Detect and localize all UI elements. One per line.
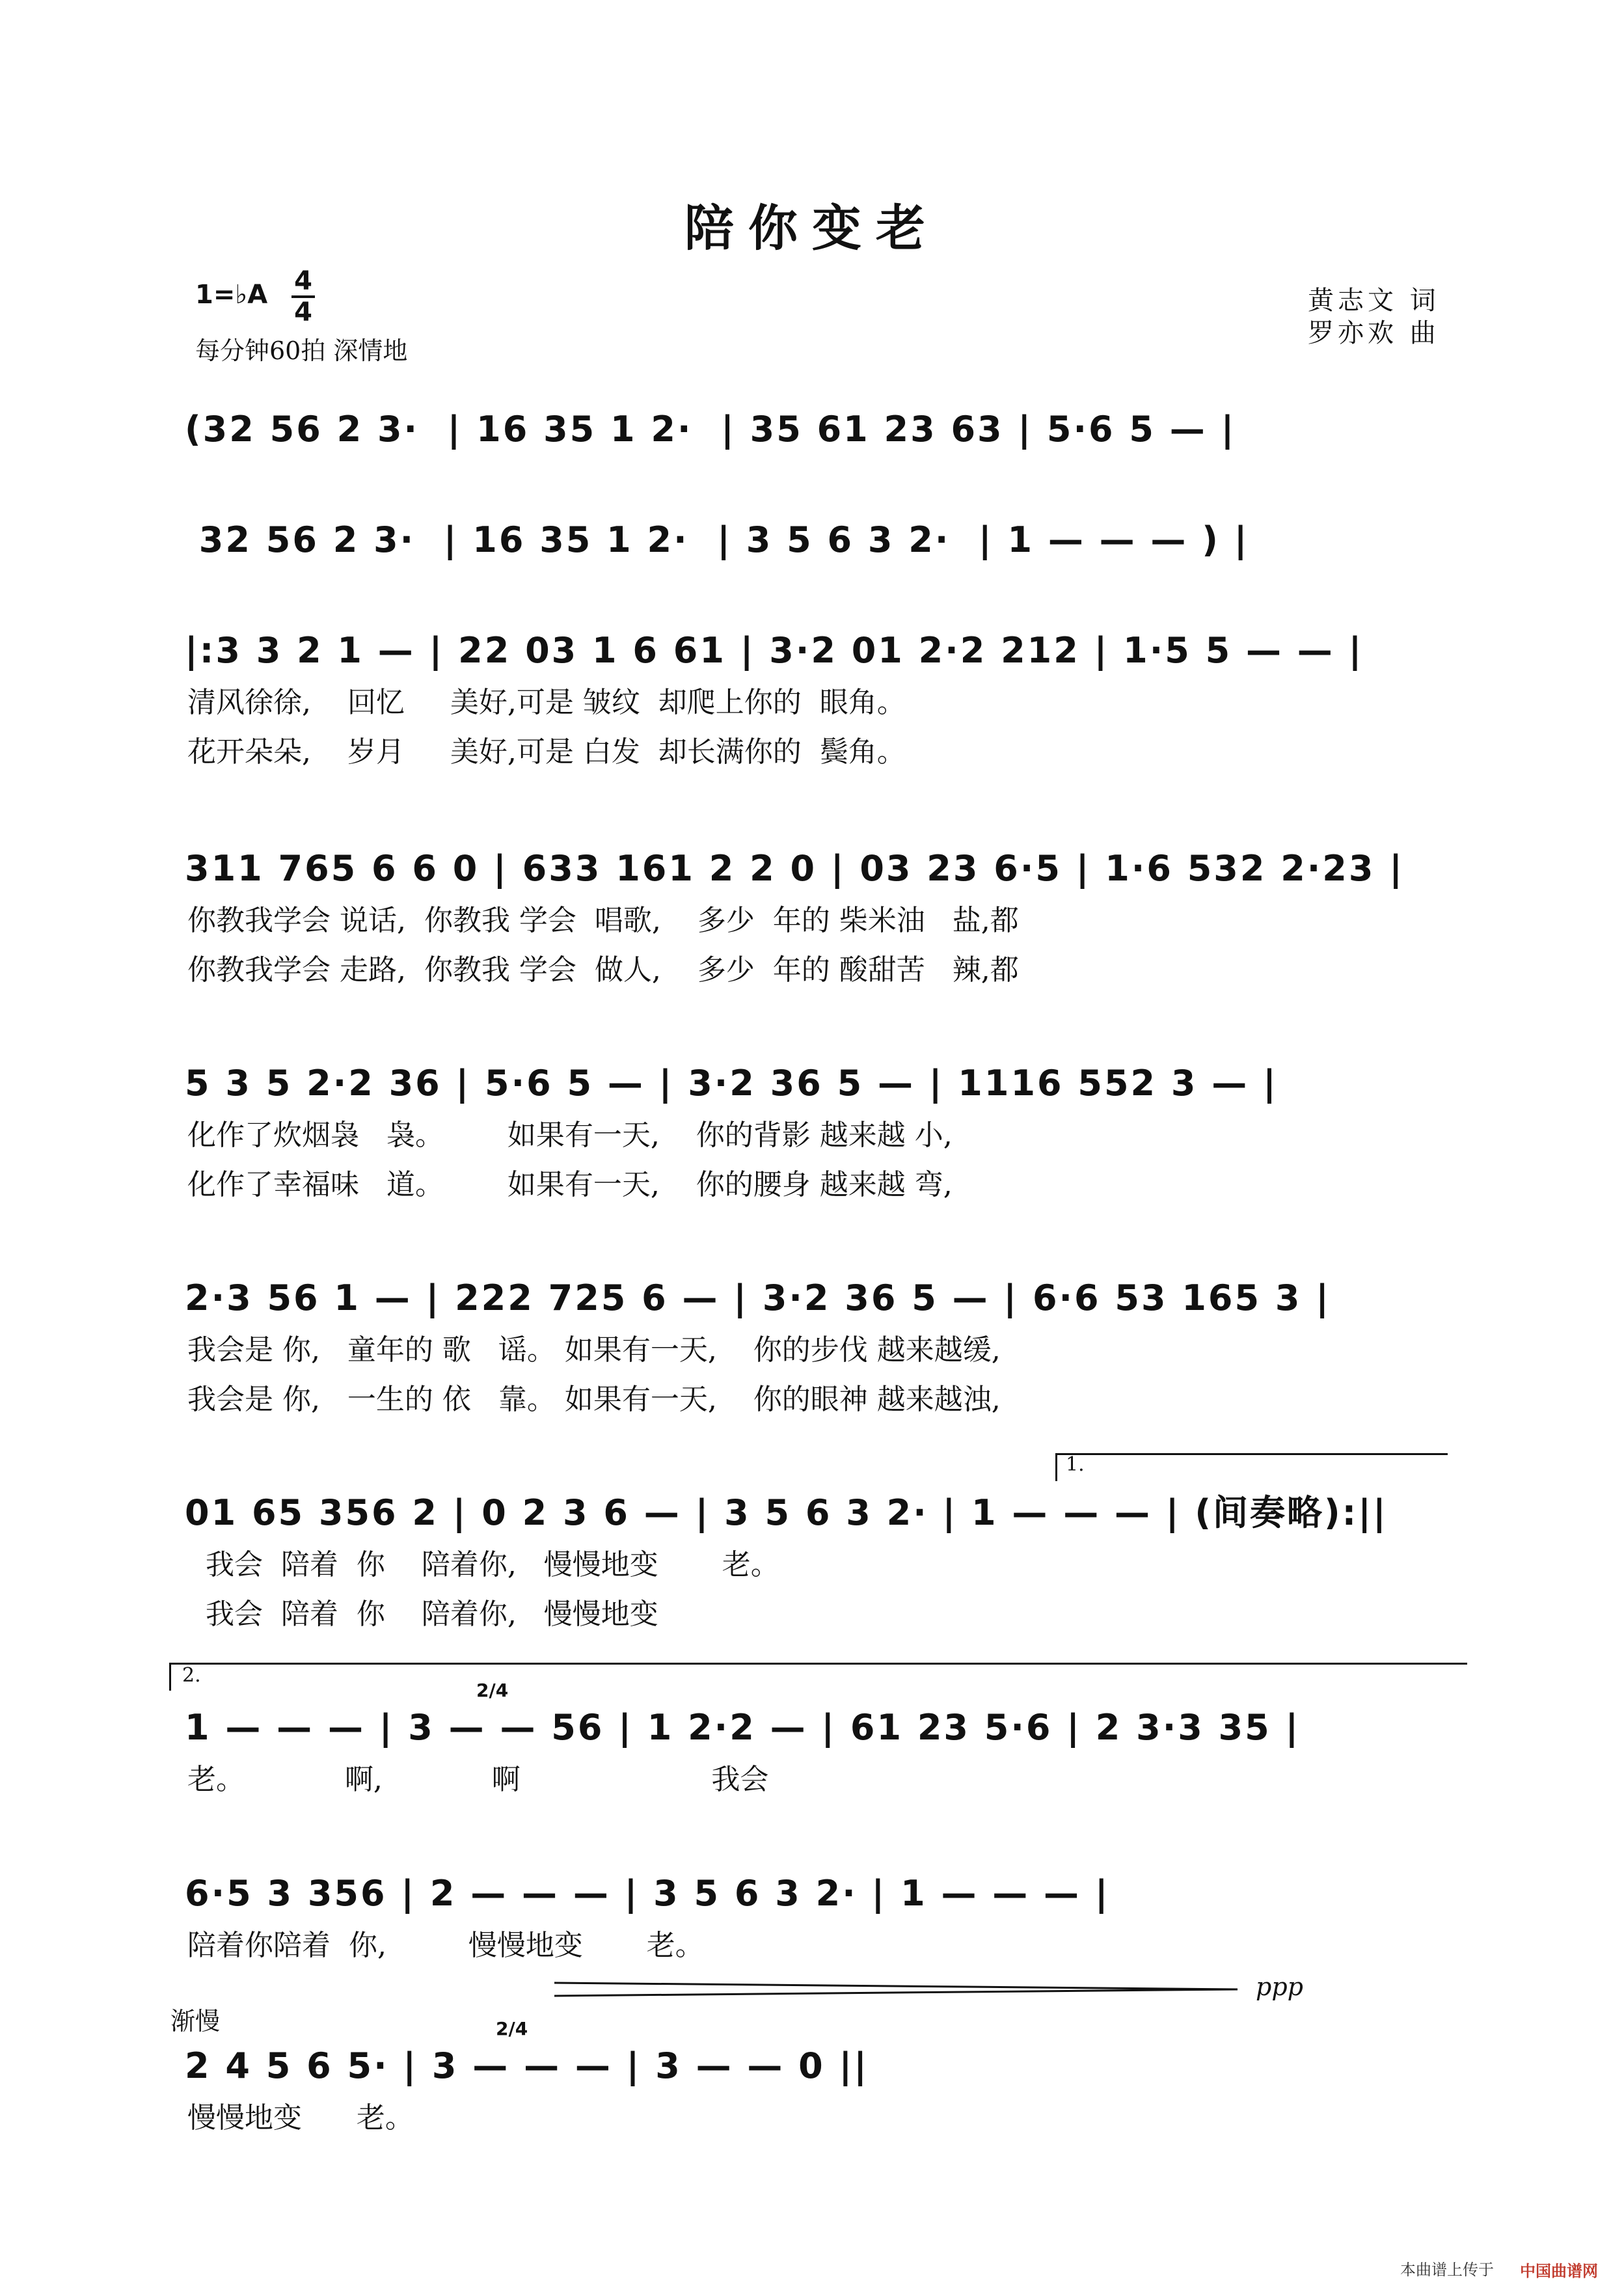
notes-line: 1 — — — | 3 — — 56 | 1 2·2 — | 61 23 5·6 | 2 3·3 35 | [185,1707,1301,1748]
score-row-8 [170,1664,1465,1819]
score-row-1 [170,403,1465,521]
ritardando-mark: 渐慢 [170,2007,221,2036]
dynamic-mark: ppp [1256,1972,1303,2001]
time-bottom: 4 [291,295,315,327]
lyric-verse-2: 我会 陪着 你 陪着你, 慢慢地变 [187,1598,658,1631]
notes-line: 32 56 2 3· | 16 35 1 2· | 3 5 6 3 2· | 1 — — — ) | [185,519,1249,560]
lyric-verse-1: 我会 陪着 你 陪着你, 慢慢地变 老。 [187,1548,779,1581]
lyricist-credit: 黄志文 词 [1308,286,1440,316]
time-top: 4 [294,266,312,296]
volta-label-2: 2. [182,1664,201,1687]
lyric-verse-2: 化作了幸福味 道。 如果有一天, 你的腰身 越来越 弯, [187,1168,953,1201]
notes-line: 5 3 5 2·2 36 | 5·6 5 — | 3·2 36 5 — | 1116 552 3 — | [185,1063,1278,1104]
footer-brand[interactable]: 中国曲谱网 [1520,2262,1598,2280]
volta-bracket-2 [169,1663,1467,1691]
notes-line: |:3 3 2 1 — | 22 03 1 6 61 | 3·2 01 2·2 212 | 1·5 5 — — | [185,630,1364,671]
score-row-9 [170,1868,1465,1985]
notes-line: 2 4 5 6 5· | 3 — — — | 3 — — 0 || [185,2045,869,2086]
notes-line: (32 56 2 3· | 16 35 1 2· | 35 61 23 63 | 5·6 5 — | [185,409,1236,450]
lyric-verse-1: 陪着你陪着 你, 慢慢地变 老。 [187,1929,704,1962]
score-row-5 [170,1057,1465,1201]
notes-line: 6·5 3 356 | 2 — — — | 3 5 6 3 2· | 1 — — — | [185,1873,1110,1914]
lyric-verse-2: 花开朵朵, 岁月 美好,可是 白发 却长满你的 鬓角。 [187,735,906,769]
score-row-4 [170,843,1465,987]
time-signature [291,267,315,327]
time-change: 2/4 [496,2018,528,2039]
volta-label-1: 1. [1066,1453,1085,1476]
lyric-verse-1: 老。 啊, 啊 我会 [187,1763,769,1796]
score-row-10 [170,1972,1465,2157]
decrescendo-hairpin [554,1980,1270,2000]
time-change: 2/4 [476,1680,509,1701]
score-row-2 [170,514,1465,631]
key-label: 1=♭A [195,280,268,310]
score-row-3 [170,625,1465,769]
lyric-verse-1: 化作了炊烟袅 袅。 如果有一天, 你的背影 越来越 小, [187,1119,953,1152]
lyric-verse-1: 你教我学会 说话, 你教我 学会 唱歌, 多少 年的 柴米油 盐,都 [187,904,1019,937]
score-row-7 [170,1453,1465,1631]
notes-line: 2·3 56 1 — | 222 725 6 — | 3·2 36 5 — | 6·6 53 165 3 | [185,1277,1331,1318]
lyric-verse-2: 你教我学会 走路, 你教我 学会 做人, 多少 年的 酸甜苦 辣,都 [187,953,1019,987]
page-title: 陪你变老 [684,199,940,257]
notes-line: 01 65 356 2 | 0 2 3 6 — | 3 5 6 3 2· | 1 — — — | (间奏略):|| [185,1492,1388,1533]
lyric-verse-1: 慢慢地变 老。 [187,2101,414,2134]
lyric-verse-1: 清风徐徐, 回忆 美好,可是 皱纹 却爬上你的 眼角。 [187,686,906,719]
tempo-marking: 每分钟60拍 深情地 [195,336,408,365]
composer-credit: 罗亦欢 曲 [1308,318,1440,348]
key-signature [195,280,267,310]
notes-line: 311 765 6 6 0 | 633 161 2 2 0 | 03 23 6·5 | 1·6 532 2·23 | [185,848,1404,889]
lyric-verse-1: 我会是 你, 童年的 歌 谣。 如果有一天, 你的步伐 越来越缓, [187,1333,1001,1367]
footer-text: 本曲谱上传于 [1400,2261,1494,2279]
lyric-verse-2: 我会是 你, 一生的 依 靠。 如果有一天, 你的眼神 越来越浊, [187,1383,1001,1416]
score-row-6 [170,1272,1465,1416]
volta-bracket-1 [1055,1453,1448,1481]
